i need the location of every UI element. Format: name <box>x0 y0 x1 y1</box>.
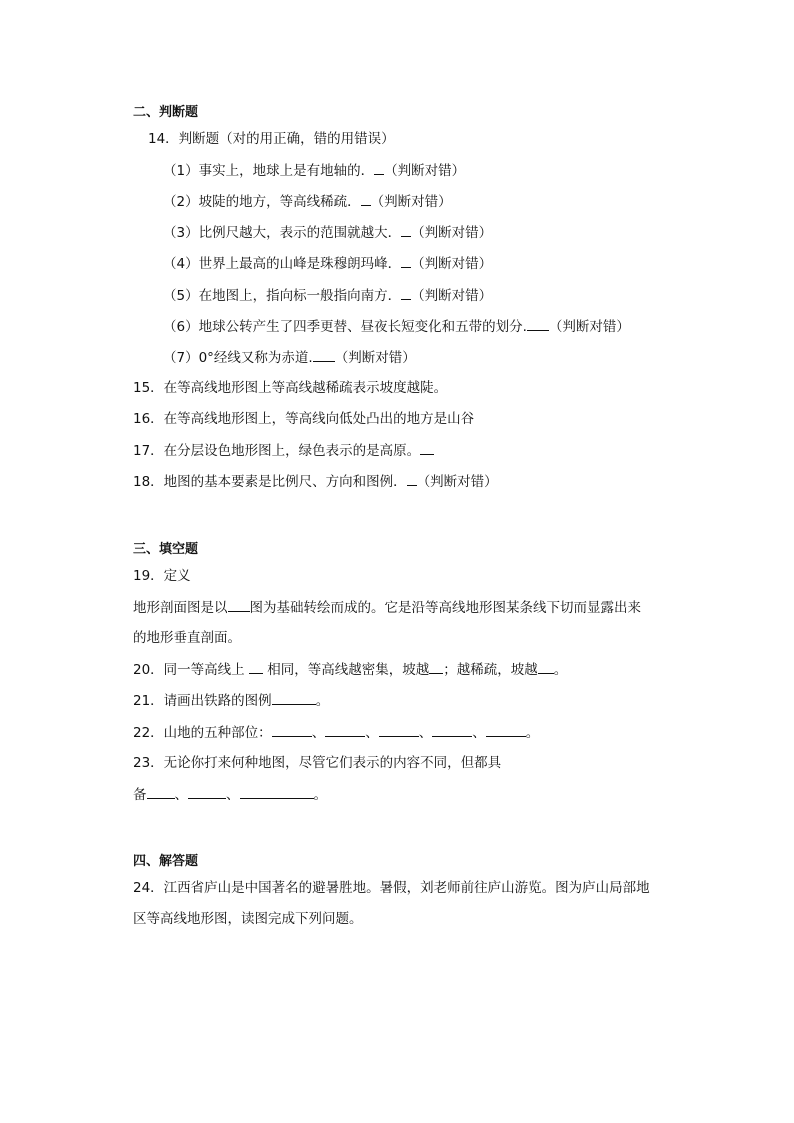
question-14-item-5: （5）在地图上，指向标一般指向南方． （判断对错） <box>163 288 493 304</box>
answer-blank[interactable] <box>272 691 316 705</box>
question-22: 22．山地的五种部位： 、 、 、 、 。 <box>133 725 540 741</box>
question-14-item-2: （2）坡陡的地方，等高线稀疏． （判断对错） <box>163 194 452 210</box>
answer-blank[interactable] <box>272 723 312 737</box>
answer-blank[interactable] <box>401 254 411 268</box>
answer-blank[interactable] <box>407 472 417 486</box>
answer-blank[interactable] <box>325 723 365 737</box>
question-15: 15．在等高线地形图上等高线越稀疏表示坡度越陡。 <box>133 380 448 396</box>
question-24-line-1: 24．江西省庐山是中国著名的避暑胜地。暑假，刘老师前往庐山游览。图为庐山局部地 <box>133 880 650 896</box>
answer-blank[interactable] <box>313 348 335 362</box>
answer-blank[interactable] <box>188 785 226 799</box>
answer-blank[interactable] <box>429 660 443 674</box>
question-21: 21．请画出铁路的图例 。 <box>133 693 330 709</box>
answer-blank[interactable] <box>249 660 263 674</box>
answer-blank[interactable] <box>432 723 472 737</box>
answer-blank[interactable] <box>401 286 411 300</box>
question-18: 18．地图的基本要素是比例尺、方向和图例． （判断对错） <box>133 474 498 490</box>
answer-blank[interactable] <box>228 598 250 612</box>
answer-blank[interactable] <box>538 660 554 674</box>
question-14-item-6: （6）地球公转产生了四季更替、昼夜长短变化和五带的划分. （判断对错） <box>163 319 630 335</box>
question-16: 16．在等高线地形图上，等高线向低处凸出的地方是山谷 <box>133 411 475 427</box>
answer-blank[interactable] <box>401 223 411 237</box>
answer-blank[interactable] <box>486 723 526 737</box>
question-24-line-2: 区等高线地形图，读图完成下列问题。 <box>133 911 363 927</box>
answer-blank[interactable] <box>379 723 419 737</box>
answer-blank[interactable] <box>240 785 314 799</box>
question-14-item-7: （7）0°经线又称为赤道. （判断对错） <box>163 350 416 366</box>
answer-blank[interactable] <box>527 317 549 331</box>
question-23-line-1: 23．无论你打来何种地图，尽管它们表示的内容不同，但都具 <box>133 755 502 771</box>
question-14-stem: 14．判断题（对的用正确，错的用错误） <box>148 131 395 147</box>
question-17: 17．在分层设色地形图上，绿色表示的是高原。 <box>133 441 434 460</box>
question-19-line-2: 的地形垂直剖面。 <box>133 630 241 646</box>
question-19-line-1: 地形剖面图是以 图为基础转绘而成的。它是沿等高线地形图某条线下切而显露出来 <box>133 600 641 616</box>
question-19-title: 19．定义 <box>133 568 191 584</box>
answer-blank[interactable] <box>147 785 175 799</box>
question-20: 20．同一等高线上 相同，等高线越密集，坡越 ；越稀疏，坡越 。 <box>133 662 568 678</box>
answer-blank[interactable] <box>374 161 384 175</box>
answer-blank[interactable] <box>361 192 371 206</box>
section-heading-fill-in: 三、填空题 <box>133 542 199 557</box>
question-23-line-2: 备 、 、 。 <box>133 787 327 803</box>
question-14-item-4: （4）世界上最高的山峰是珠穆朗玛峰． （判断对错） <box>163 256 493 272</box>
section-heading-answer: 四、解答题 <box>133 854 199 869</box>
question-14-item-1: （1）事实上，地球上是有地轴的． （判断对错） <box>163 163 466 179</box>
question-14-item-3: （3）比例尺越大，表示的范围就越大． （判断对错） <box>163 225 493 241</box>
answer-blank[interactable] <box>420 441 434 455</box>
section-heading-judgment: 二、判断题 <box>133 105 199 120</box>
